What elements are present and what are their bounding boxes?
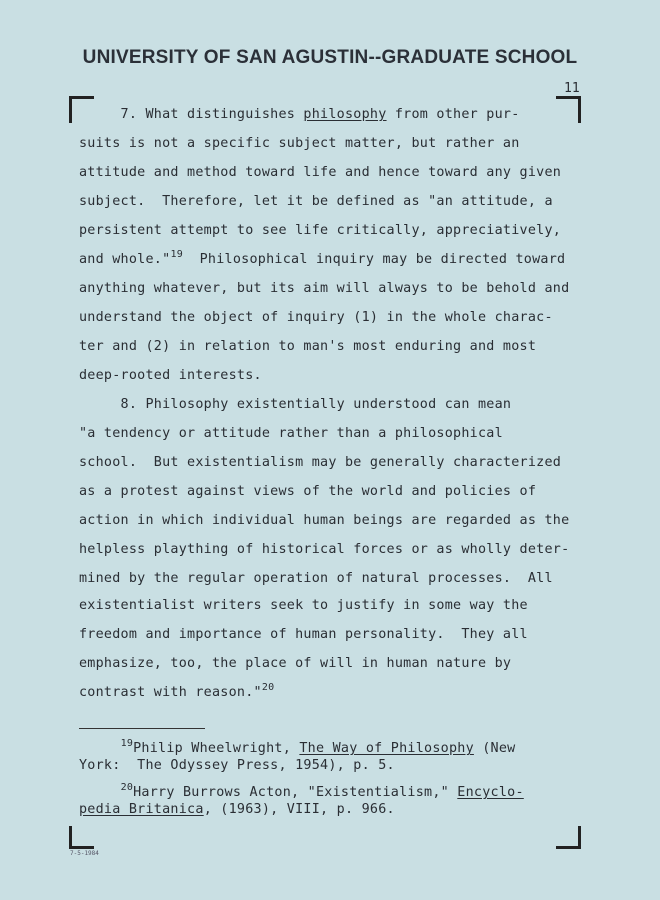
footnote-20-line2: pedia Britanica, (1963), VIII, p. 966. [79,802,395,817]
body-line: anything whatever, but its aim will always to be behold and [79,281,570,296]
body-line: 7. What distinguishes philosophy from other pur- [79,107,520,122]
body-line: suits is not a specific subject matter, but rather an [79,136,520,151]
footnote-20: $^{20}$Harry Burrows Acton, "Existentialism," Encyclo- [120,782,524,800]
footnote-ref: 19 [170,249,183,260]
cited-title: pedia Britanica [79,802,204,817]
body-line: as a protest against views of the world and policies of [79,484,537,499]
body-line: attitude and method toward life and hence toward any given [79,165,562,180]
stamp-mark: 7-5-1984 [70,850,99,857]
body-line: subject. Therefore, let it be defined as "an attitude, a [79,194,553,209]
body-line: and whole."$^{19}$ Philosophical inquiry may be directed toward [79,249,566,267]
footnote-number: 20 [120,782,134,793]
body-line: understand the object of inquiry (1) in the whole charac- [79,310,553,325]
body-line: persistent attempt to see life critically, appreciatively, [79,223,562,238]
page-header: UNIVERSITY OF SAN AGUSTIN--GRADUATE SCHOOL [82,47,578,68]
cited-title: The Way of Philosophy [299,741,474,756]
body-line: emphasize, too, the place of will in human nature by [79,656,512,671]
page-number: 11 [564,81,580,96]
crop-mark-top-right [556,96,581,123]
body-line: 8. Philosophy existentially understood can mean [79,397,512,412]
footnote-rule [79,728,205,729]
body-line: school. But existentialism may be generally characterized [79,455,562,470]
body-line: existentialist writers seek to justify in some way the [79,598,528,613]
body-line: action in which individual human beings are regarded as the [79,513,570,528]
cited-title: Encyclo- [457,785,524,800]
body-line: ter and (2) in relation to man's most enduring and most [79,339,537,354]
underlined-term: philosophy [303,107,387,122]
crop-mark-bottom-right [556,826,581,849]
body-line: "a tendency or attitude rather than a philosophical [79,426,503,441]
body-line: contrast with reason."$^{20}$ [79,682,275,700]
footnote-ref: 20 [261,682,275,693]
body-line: freedom and importance of human personality. They all [79,627,528,642]
footnote-19: $^{19}$Philip Wheelwright, The Way of Philosophy (New [120,738,516,756]
crop-mark-bottom-left [69,826,94,849]
body-line: mined by the regular operation of natural processes. All [79,571,553,586]
body-line: deep-rooted interests. [79,368,262,383]
body-line: helpless plaything of historical forces or as wholly deter- [79,542,570,557]
footnote-number: 19 [120,738,134,749]
footnote-19-line2: York: The Odyssey Press, 1954), p. 5. [79,758,395,773]
